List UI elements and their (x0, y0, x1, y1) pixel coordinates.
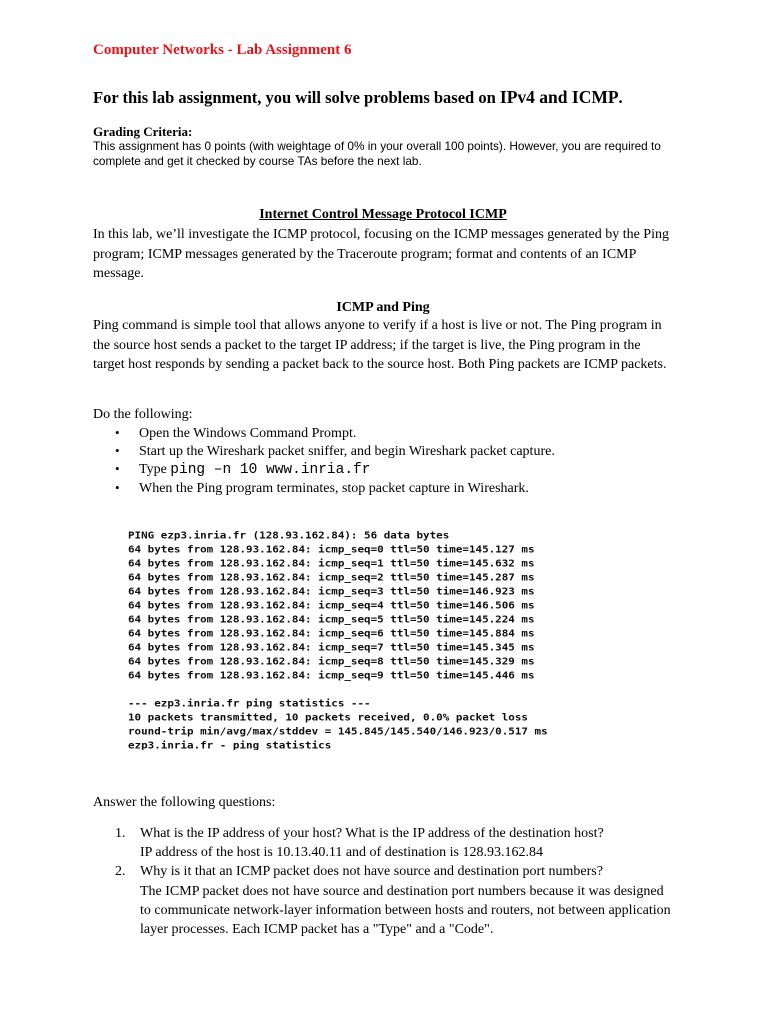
instruction-item (114, 461, 555, 479)
terminal-line: 64 bytes from 128.93.162.84: icmp_seq=2 ttl=50 time=145.287 ms (128, 571, 535, 584)
terminal-line: --- ezp3.inria.fr ping statistics --- (128, 697, 371, 710)
bullet-icon: • (115, 425, 120, 440)
intro-line (93, 87, 623, 108)
document-title: Computer Networks - Lab Assignment 6 (93, 42, 352, 58)
question-item (93, 862, 673, 939)
icmp-section-heading: Internet Control Message Protocol ICMP (259, 207, 507, 222)
intro-prefix: For this lab assignment, you will solve problems based on (93, 88, 500, 107)
answer-text: IP address of the host is 10.13.40.11 and of destination is 128.93.162.84 (140, 845, 543, 861)
terminal-line: 64 bytes from 128.93.162.84: icmp_seq=5 ttl=50 time=145.224 ms (128, 613, 535, 626)
instructions-label: Do the following: (93, 407, 193, 422)
terminal-line: 64 bytes from 128.93.162.84: icmp_seq=6 ttl=50 time=145.884 ms (128, 627, 535, 640)
instruction-item (114, 480, 555, 498)
answer-text: The ICMP packet does not have source and destination port numbers because it was designed to communicate network-layer information between hosts and routers, not between application layer processes. Each ICMP packet has a "Type" and a "Code". (140, 883, 671, 938)
terminal-line: ezp3.inria.fr - ping statistics (128, 739, 332, 750)
instruction-text: Open the Windows Command Prompt. (139, 426, 357, 441)
terminal-line: 64 bytes from 128.93.162.84: icmp_seq=9 ttl=50 time=145.446 ms (128, 669, 535, 682)
instruction-text: Start up the Wireshark packet sniffer, and begin Wireshark packet capture. (139, 444, 555, 460)
question-text: Why is it that an ICMP packet does not have source and destination port numbers? (140, 864, 603, 880)
terminal-line: 64 bytes from 128.93.162.84: icmp_seq=7 ttl=50 time=145.345 ms (128, 641, 535, 654)
instruction-item (114, 443, 555, 461)
ping-section-text: Ping command is simple tool that allows anyone to verify if a host is live or not. The Ping program in the source host sends a packet to the target IP address; if the target is live, the Ping program in the target host responds by sending a packet back to the source host. Both Ping packets are ICMP packets. (93, 318, 667, 372)
question-number: 1. (115, 826, 126, 841)
terminal-line: round-trip min/avg/max/stddev = 145.845/145.540/146.923/0.517 ms (128, 725, 548, 738)
bullet-icon: • (115, 461, 120, 477)
terminal-line: 64 bytes from 128.93.162.84: icmp_seq=0 ttl=50 time=145.127 ms (128, 543, 535, 556)
questions-label: Answer the following questions: (93, 795, 276, 810)
ping-section-heading: ICMP and Ping (336, 300, 430, 315)
question-list (93, 824, 673, 939)
terminal-line: 64 bytes from 128.93.162.84: icmp_seq=8 ttl=50 time=145.329 ms (128, 655, 535, 668)
question-number: 2. (115, 864, 126, 880)
intro-emphasis: IPv4 and ICMP (499, 87, 619, 107)
terminal-output-screenshot (118, 524, 608, 750)
instruction-text: Type (139, 462, 171, 478)
terminal-line: 64 bytes from 128.93.162.84: icmp_seq=4 ttl=50 time=146.506 ms (128, 599, 535, 612)
question-item (93, 824, 673, 862)
instruction-list (114, 425, 555, 498)
bullet-icon: • (115, 443, 120, 459)
instruction-item (114, 425, 555, 443)
terminal-line: 10 packets transmitted, 10 packets received, 0.0% packet loss (128, 711, 528, 724)
instruction-text: When the Ping program terminates, stop packet capture in Wireshark. (139, 480, 529, 496)
icmp-section-text: In this lab, we’ll investigate the ICMP protocol, focusing on the ICMP messages generated by the Ping program; ICMP messages generated by the Traceroute program; format and contents of an ICMP message. (93, 227, 669, 281)
terminal-line: 64 bytes from 128.93.162.84: icmp_seq=1 ttl=50 time=145.632 ms (128, 557, 535, 570)
bullet-icon: • (115, 479, 120, 495)
intro-suffix: . (618, 88, 623, 107)
question-text: What is the IP address of your host? What is the IP address of the destination host? (140, 826, 604, 841)
ping-command: ping –n 10 www.inria.fr (170, 462, 371, 479)
terminal-line: 64 bytes from 128.93.162.84: icmp_seq=3 ttl=50 time=146.923 ms (128, 585, 535, 598)
grading-text: This assignment has 0 points (with weightage of 0% in your overall 100 points). However, you are required to complete and get it checked by course TAs before the next lab. (93, 139, 661, 168)
terminal-line: PING ezp3.inria.fr (128.93.162.84): 56 data bytes (128, 529, 450, 542)
grading-heading: Grading Criteria: (93, 124, 193, 139)
